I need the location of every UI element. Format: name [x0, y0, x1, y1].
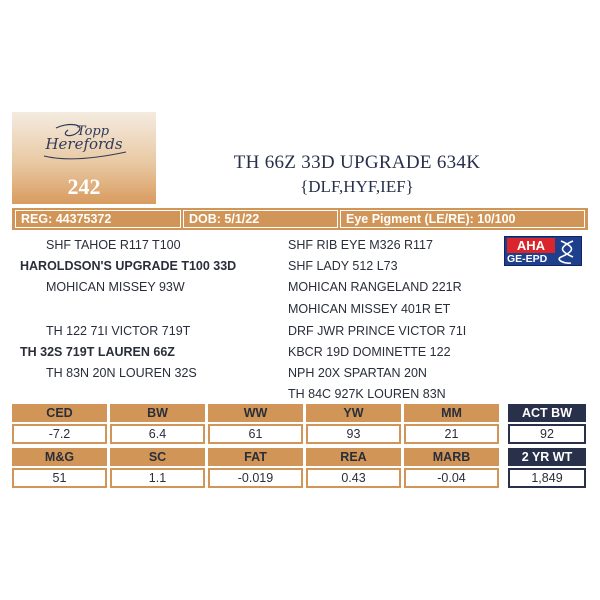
epd-value-marb: -0.04: [404, 468, 499, 488]
pedigree-great-grandparent: DRF JWR PRINCE VICTOR 71I: [288, 324, 467, 338]
epd-header-yw: YW: [306, 404, 401, 422]
epd-header-mg: M&G: [12, 448, 107, 466]
logo-text: [12, 124, 156, 153]
animal-name: TH 66Z 33D UPGRADE 634K: [233, 152, 481, 173]
epd-header-ww: WW: [208, 404, 303, 422]
epd-header-marb: MARB: [404, 448, 499, 466]
epd-header-rea: REA: [306, 448, 401, 466]
pedigree-dam-dam: TH 83N 20N LOUREN 32S: [46, 366, 197, 380]
pedigree-great-grandparent: SHF LADY 512 L73: [288, 259, 398, 273]
aha-ge-epd-badge: [504, 236, 582, 266]
pedigree-great-grandparent: KBCR 19D DOMINETTE 122: [288, 345, 451, 359]
logo-line1: Topp: [76, 124, 110, 139]
pedigree-sire-sire: SHF TAHOE R117 T100: [46, 238, 181, 252]
epd-header-ced: CED: [12, 404, 107, 422]
epd-value-mm: 21: [404, 424, 499, 444]
animal-title: [172, 152, 542, 197]
dob: DOB: 5/1/22: [183, 210, 338, 228]
pedigree-great-grandparent: SHF RIB EYE M326 R117: [288, 238, 433, 252]
epd-value-rea: 0.43: [306, 468, 401, 488]
pedigree-sire: HAROLDSON'S UPGRADE T100 33D: [20, 259, 237, 273]
aha-badge-line2: GE-EPD: [507, 253, 548, 265]
epd-value-ww: 61: [208, 424, 303, 444]
pedigree-great-grandparent: MOHICAN RANGELAND 221R: [288, 280, 462, 294]
info-bar: [12, 208, 588, 230]
epd-value-bw: 6.4: [110, 424, 205, 444]
yr-wt-value: 1,849: [508, 468, 586, 488]
epd-table: [12, 404, 588, 496]
act-bw-header: ACT BW: [508, 404, 586, 422]
epd-value-yw: 93: [306, 424, 401, 444]
epd-value-ced: -7.2: [12, 424, 107, 444]
animal-codes: {DLF,HYF,IEF}: [300, 177, 414, 196]
eye-pigment: Eye Pigment (LE/RE): 10/100: [340, 210, 585, 228]
epd-header-sc: SC: [110, 448, 205, 466]
pedigree-sire-dam: MOHICAN MISSEY 93W: [46, 280, 185, 294]
epd-value-fat: -0.019: [208, 468, 303, 488]
epd-header-bw: BW: [110, 404, 205, 422]
epd-header-fat: FAT: [208, 448, 303, 466]
epd-header-mm: MM: [404, 404, 499, 422]
logo-line2: Herefords: [45, 135, 123, 153]
aha-badge-line1: AHA: [507, 238, 555, 253]
yr-wt-header: 2 YR WT: [508, 448, 586, 466]
pedigree-dam: TH 32S 719T LAUREN 66Z: [20, 345, 175, 359]
pedigree-dam-sire: TH 122 71I VICTOR 719T: [46, 324, 191, 338]
reg-number: REG: 44375372: [15, 210, 181, 228]
dna-helix-icon: [557, 239, 579, 265]
epd-value-sc: 1.1: [110, 468, 205, 488]
pedigree-great-grandparent: MOHICAN MISSEY 401R ET: [288, 302, 451, 316]
ranch-logo: [12, 112, 156, 204]
pedigree-great-grandparent: TH 84C 927K LOUREN 83N: [288, 387, 446, 401]
animal-card: [12, 112, 588, 496]
act-bw-value: 92: [508, 424, 586, 444]
pedigree-great-grandparent: NPH 20X SPARTAN 20N: [288, 366, 427, 380]
epd-value-mg: 51: [12, 468, 107, 488]
lot-number: 242: [67, 174, 101, 199]
